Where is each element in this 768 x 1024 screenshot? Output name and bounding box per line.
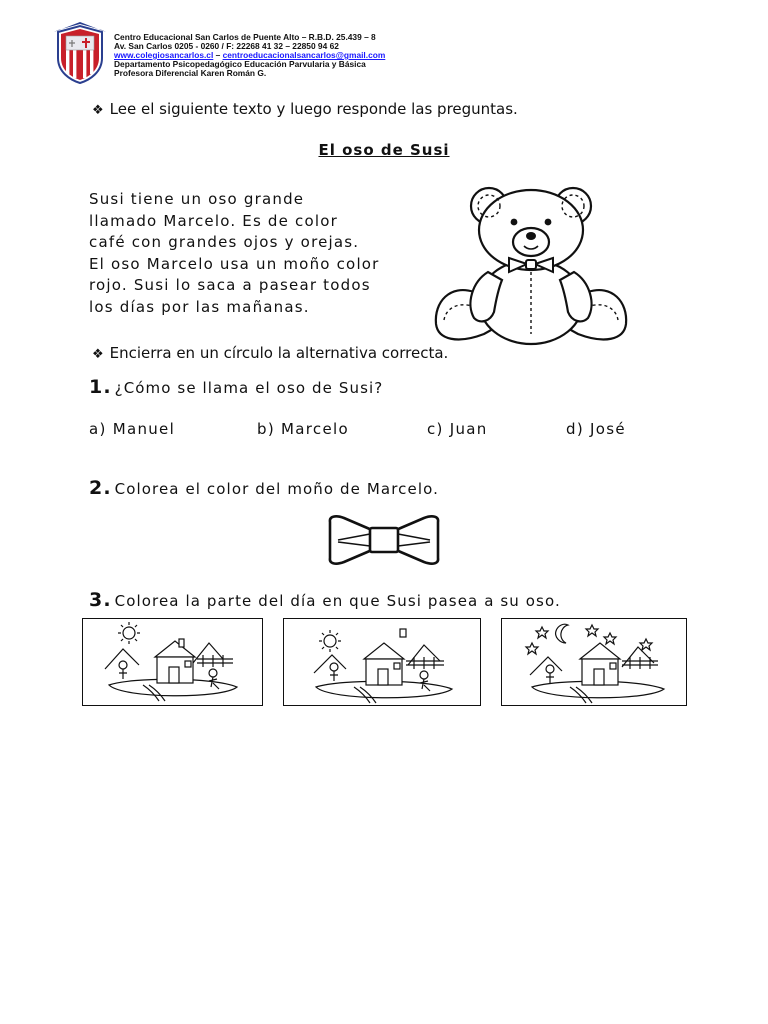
question-text: ¿Cómo se llama el oso de Susi? — [114, 379, 384, 397]
question-number: 3. — [89, 589, 112, 611]
school-crest-icon — [52, 20, 108, 84]
story-line: los días por las mañanas. — [89, 297, 310, 316]
school-address: Av. San Carlos 0205 - 0260 / F: 22268 41 32 – 22850 94 62 — [114, 41, 339, 51]
question-number: 2. — [89, 477, 112, 499]
story-text — [89, 189, 429, 319]
story-title: El oso de Susi — [318, 141, 450, 159]
option-b[interactable]: b) Marcelo — [257, 420, 349, 438]
option-c[interactable]: c) Juan — [427, 420, 488, 438]
night-scene-icon — [502, 619, 685, 704]
diamond-bullet-icon: ❖ — [92, 103, 104, 118]
morning-scene[interactable] — [82, 618, 263, 706]
night-scene[interactable] — [501, 618, 687, 706]
school-name: Centro Educacional San Carlos de Puente Alto – R.B.D. 25.439 – 8 — [114, 32, 376, 42]
instruction-circle — [92, 344, 448, 362]
question-2 — [89, 477, 439, 499]
story-line: rojo. Susi lo saca a pasear todos — [89, 276, 371, 295]
department-name: Departamento Psicopedagógico Educación Parvularia y Básica — [114, 59, 366, 69]
teddy-bear-icon — [432, 184, 630, 346]
afternoon-scene-icon — [284, 619, 479, 704]
instruction-read — [92, 100, 518, 118]
story-line: llamado Marcelo. Es de color — [89, 211, 338, 230]
question-text: Colorea el color del moño de Marcelo. — [114, 480, 439, 498]
email-link[interactable]: centroeducacionalsancarlos@gmail.com — [222, 50, 386, 60]
question-1 — [89, 376, 383, 398]
option-a[interactable]: a) Manuel — [89, 420, 176, 438]
story-line: El oso Marcelo usa un moño color — [89, 254, 380, 273]
afternoon-scene[interactable] — [283, 618, 481, 706]
diamond-bullet-icon: ❖ — [92, 347, 104, 362]
morning-scene-icon — [83, 619, 261, 704]
instruction-read-text: Lee el siguiente texto y luego responde las preguntas. — [109, 100, 518, 118]
website-link[interactable]: www.colegiosancarlos.cl — [114, 50, 214, 60]
link-separator: – — [213, 50, 223, 60]
instruction-circle-text: Encierra en un círculo la alternativa correcta. — [109, 344, 449, 362]
question-text: Colorea la parte del día en que Susi pasea a su oso. — [114, 592, 561, 610]
teacher-name: Profesora Diferencial Karen Román G. — [114, 68, 267, 78]
question-number: 1. — [89, 376, 112, 398]
bow-tie-icon[interactable] — [326, 512, 442, 568]
story-line: café con grandes ojos y orejas. — [89, 233, 360, 252]
option-d[interactable]: d) José — [566, 420, 626, 438]
question-3 — [89, 589, 561, 611]
story-line: Susi tiene un oso grande — [89, 190, 305, 208]
